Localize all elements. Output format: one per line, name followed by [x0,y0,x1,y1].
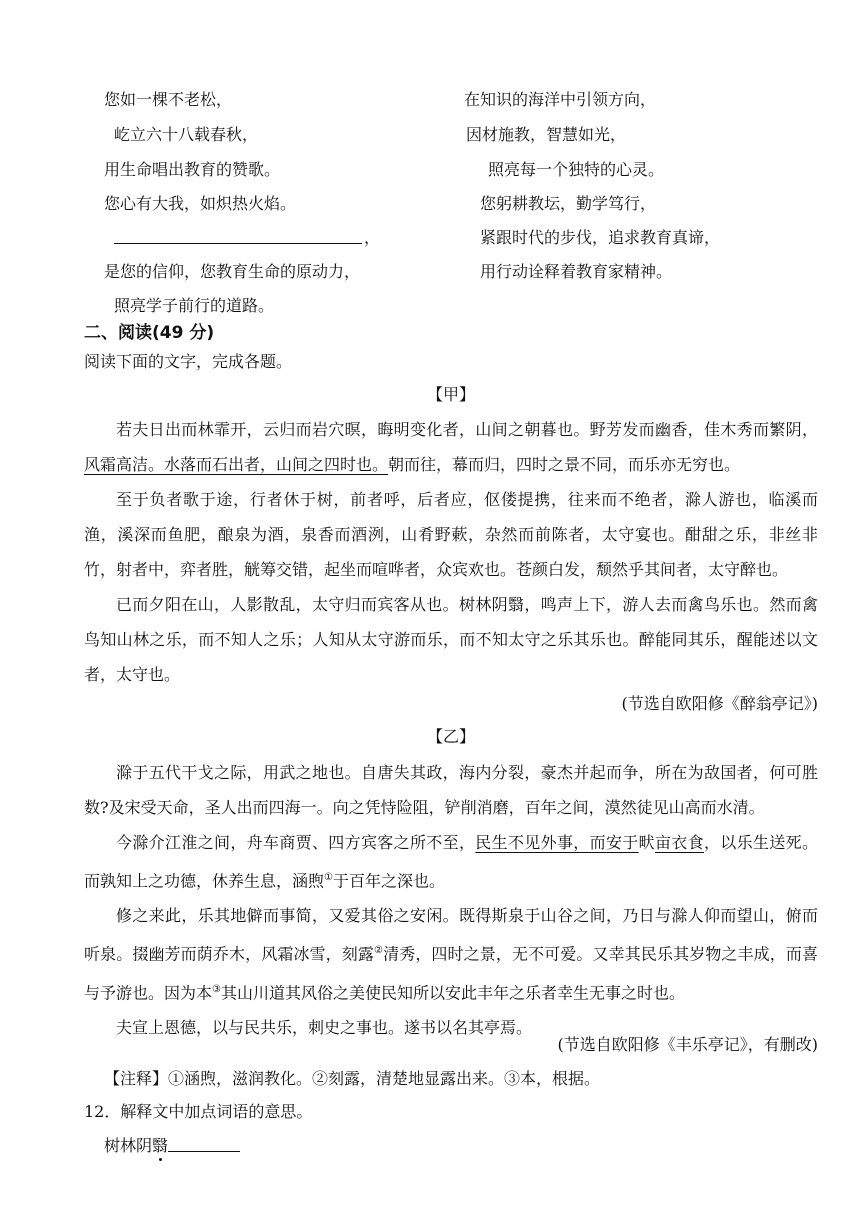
poem-right-line-4: 您躬耕教坛，勤学笃行， [480,194,657,213]
jia-source: (节选自欧阳修《醉翁亭记》) [621,694,818,713]
yi-source: (节选自欧阳修《丰乐亭记》，有删改) [557,1035,818,1054]
poem-left-line-5: ， [364,228,381,247]
poem-left-line-4: 您心有大我，如炽热火焰。 [104,194,297,213]
yi-p2-text-d: 于百年之深也。 [332,871,445,891]
poem-right-line-5: 紧跟时代的步伐，追求教育真谛， [480,228,721,247]
yi-p2-text-b: 畎 [638,833,655,852]
yi-paragraph-2 [84,825,818,898]
poem-right-line-3: 照亮每一个独特的心灵。 [488,160,665,179]
jia-passage [84,412,818,692]
answer-blank[interactable] [168,1151,240,1152]
poem-left-line-3: 用生命唱出教育的赞歌。 [104,160,281,179]
poem-left-line-1: 您如一棵不老松， [104,90,233,109]
poem-left-line-2: 屹立六十八载春秋， [114,125,259,144]
yi-paragraph-3 [84,898,818,1010]
section-title: 二、阅读(49 分) [84,323,215,343]
jia-p1-text-b: 朝而往，幕而归，四时之景不同，而乐亦无穷也。 [388,455,741,474]
poem-right-line-2: 因材施教，智慧如光， [466,125,627,144]
yi-p3-text-b: 清秀，四时之景，无不可爱。又幸其民乐其岁物之丰成，而喜与予游也。因为本 [84,944,818,1002]
yi-p2-text-a: 今滁介江淮之间，舟车商贾、四方宾客之所不至， [116,833,476,852]
yi-p2-underlined-2: 亩衣食 [654,833,704,852]
jia-paragraph-2: 至于负者歌于途，行者休于树，前者呼，后者应，伛偻提携，往来而不绝者，滁人游也，临溪而渔，溪深而鱼肥，酿泉为酒，泉香而酒洌，山肴野蔌，杂然而前陈者，太守宴也。酣甜之乐，非丝非竹，射者中，弈者胜，觥筹交错，起坐而喧哗者，众宾欢也。苍颜白发，颓然乎其间者，太守醉也。 [84,490,818,579]
yi-p3-text-a: 修之来此，乐其地僻而事简，又爱其俗之安闲。既得斯泉于山谷之间，乃日与滁人仰而望山，俯而听泉。掇幽芳而荫乔木，风霜冰雪，刻露 [84,906,818,964]
question-12: 12．解释文中加点词语的意思。 [84,1102,313,1121]
poem-right-line-6: 用行动诠释着教育家精神。 [480,262,673,281]
yi-p2-text-c: ，以乐生送死。而孰知上之功德，休养生息，涵煦 [84,833,818,891]
yi-p2-underlined-1: 民生不见外事，而安于 [475,833,639,852]
yi-passage [84,755,818,1045]
question-item-text: 树林阴 [104,1136,153,1155]
note-marker-3: ③ [212,983,221,995]
jia-paragraph-3: 已而夕阳在山，人影散乱，太守归而宾客从也。树林阴翳，鸣声上下，游人去而禽鸟乐也。然而禽鸟知山林之乐，而不知人之乐；人知从太守游而乐，而不知太守之乐其乐也。醉能同其乐，醒能述以文者，太守也。 [84,595,818,684]
yi-heading: 【乙】 [426,727,475,746]
note-marker-1: ① [324,872,333,883]
question-12-item [104,1136,168,1156]
note-marker-2: ② [374,945,384,957]
jia-paragraph-1 [84,412,818,482]
section-instruction: 阅读下面的文字，完成各题。 [84,352,293,371]
annotation-notes: 【注释】①涵煦，滋润教化。②刻露，清楚地显露出来。③本，根据。 [104,1069,601,1088]
poem-right-line-1: 在知识的海洋中引领方向， [464,90,657,109]
jia-p1-text-a: 若夫日出而林霏开，云归而岩穴暝，晦明变化者，山间之朝暮也。野芳发而幽香，佳木秀而繁阴， [116,420,818,439]
yi-paragraph-1: 滁于五代干戈之际，用武之地也。自唐失其政，海内分裂，豪杰并起而争，所在为敌国者，何可胜数?及宋受天命，圣人出而四海一。向之凭恃险阻，铲削消磨，百年之间，漠然徒见山高而水清。 [84,763,818,817]
jia-p1-underlined: 风霜高洁。水落而石出者，山间之四时也。 [84,455,389,474]
yi-paragraph-4: 夫宣上恩德，以与民共乐，刺史之事也。遂书以名其亭焉。 [116,1017,533,1037]
poem-left-line-6: 是您的信仰，您教育生命的原动力， [104,262,361,281]
poem-left-line-7: 照亮学子前行的道路。 [114,296,275,315]
yi-p3-text-c: 其山川道其风俗之美使民知所以安此丰年之乐者幸生无事之时也。 [220,982,685,1002]
dotted-word: 翳 [152,1136,169,1155]
poem-fill-blank [114,243,362,244]
jia-heading: 【甲】 [426,385,475,404]
